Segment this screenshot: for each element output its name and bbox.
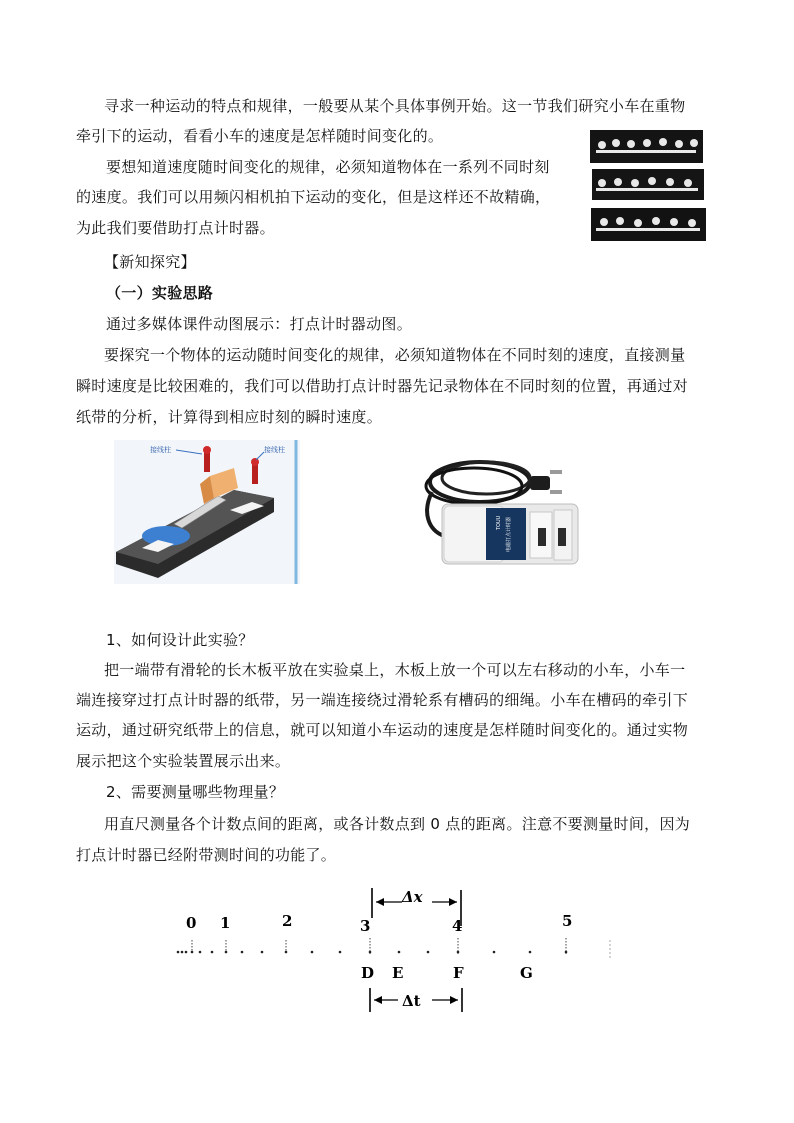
strobe-photo-graphic: [590, 130, 706, 242]
strobe-photo-strips: [590, 130, 706, 242]
tape-number-5: 5: [562, 912, 573, 930]
terminal-label-right: 接线柱: [264, 446, 285, 454]
delta-x-label: Δx: [402, 888, 423, 906]
tape-number-1: 1: [220, 914, 231, 932]
timer-device-graphic: [420, 452, 586, 574]
delta-t-label: Δt: [402, 992, 421, 1010]
media-demo-line: 通过多媒体课件动图展示：打点计时器动图。: [106, 315, 413, 333]
q2-line-1: 用直尺测量各个计数点间的距离，或各计数点到 0 点的距离。注意不要测量时间，因为: [104, 815, 691, 833]
q2-title: 2、需要测量哪些物理量？: [106, 783, 285, 801]
section-new-knowledge: 【新知探究】: [104, 253, 196, 271]
para4-line-2: 瞬时速度是比较困难的，我们可以借助打点计时器先记录物体在不同时刻的位置，再通过对: [76, 377, 689, 395]
paper-tape-graphic: [170, 880, 630, 1020]
tape-number-0: 0: [186, 914, 197, 932]
para4-line-1: 要探究一个物体的运动随时间变化的规律，必须知道物体在不同时刻的速度，直接测量: [104, 346, 686, 364]
tape-number-3: 3: [360, 917, 371, 935]
device-model: 电磁打点计时器: [506, 516, 512, 552]
intro-line-5: 为此我们要借助打点计时器。: [76, 219, 275, 237]
device-brand: TOUU: [496, 515, 502, 530]
tape-letter-g: G: [520, 964, 533, 982]
tape-letter-e: E: [392, 964, 404, 982]
tape-letter-f: F: [453, 964, 464, 982]
q1-line-4: 展示把这个实验装置展示出来。: [76, 752, 291, 770]
timer-device-photo: [420, 452, 586, 574]
terminal-label-left: 接线柱: [150, 446, 171, 454]
tape-number-2: 2: [282, 912, 293, 930]
intro-line-1: 寻求一种运动的特点和规律，一般要从某个具体事例开始。这一节我们研究小车在重物: [104, 97, 686, 115]
q1-line-3: 运动，通过研究纸带上的信息，就可以知道小车运动的速度是怎样随时间变化的。通过实物: [76, 721, 689, 739]
intro-line-2: 牵引下的运动，看看小车的速度是怎样随时间变化的。: [76, 127, 444, 145]
q1-title: 1、如何设计此实验？: [106, 631, 254, 649]
intro-line-3: 要想知道速度随时间变化的规律，必须知道物体在一系列不同时刻: [106, 158, 550, 176]
tape-number-4: 4: [452, 917, 463, 935]
q2-line-2: 打点计时器已经附带测时间的功能了。: [76, 846, 337, 864]
q1-line-2: 端连接穿过打点计时器的纸带，另一端连接绕过滑轮系有槽码的细绳。小车在槽码的牵引下: [76, 691, 689, 709]
para4-line-3: 纸带的分析，计算得到相应时刻的瞬时速度。: [76, 408, 383, 426]
paper-tape-diagram: [170, 880, 630, 1020]
timer-diagram-graphic: [114, 440, 302, 586]
timer-diagram: [114, 440, 302, 586]
q1-line-1: 把一端带有滑轮的长木板平放在实验桌上，木板上放一个可以左右移动的小车，小车一: [104, 661, 686, 679]
intro-line-4: 的速度。我们可以用频闪相机拍下运动的变化，但是这样还不故精确，: [76, 188, 551, 206]
section-experiment-idea: （一）实验思路: [106, 284, 214, 302]
tape-letter-d: D: [361, 964, 375, 982]
